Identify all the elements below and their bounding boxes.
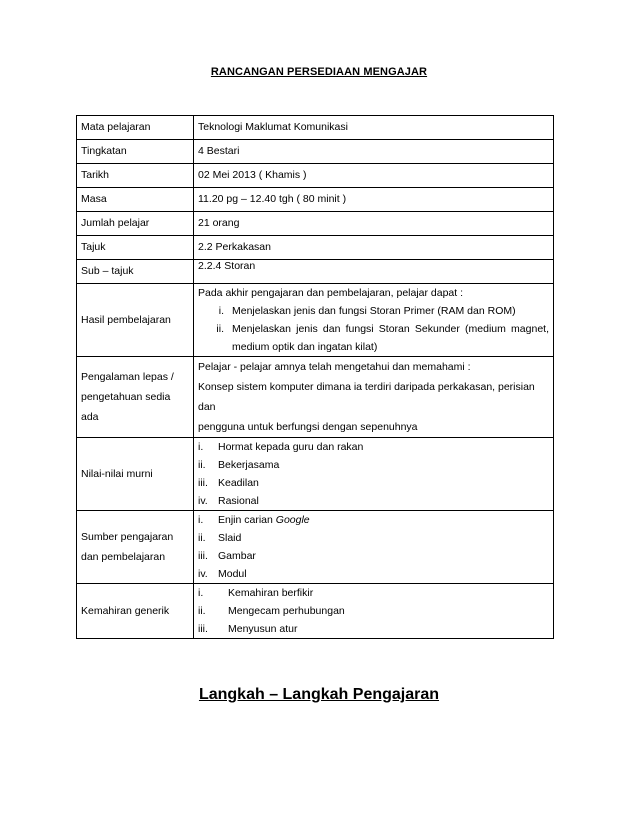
list-item — [198, 602, 549, 620]
label-line: Sumber pengajaran — [81, 531, 174, 543]
row-label: Sub – tajuk — [77, 260, 194, 284]
value-line: pengguna untuk berfungsi dengan sepenuhnya — [198, 421, 418, 433]
list-number: iii. — [198, 550, 208, 562]
list-text: Keadilan — [218, 477, 259, 489]
table-row — [77, 164, 554, 188]
list-text: Enjin carian Google — [218, 514, 310, 526]
row-value — [194, 357, 554, 438]
list-number: ii. — [198, 459, 206, 471]
list-item — [198, 456, 549, 474]
table-row — [77, 212, 554, 236]
row-label: Hasil pembelajaran — [77, 284, 194, 357]
table-row — [77, 584, 554, 639]
list-number: iii. — [198, 623, 208, 635]
list-text: Bekerjasama — [218, 459, 280, 471]
row-value: 11.20 pg – 12.40 tgh ( 80 minit ) — [194, 188, 554, 212]
row-label: Nilai-nilai murni — [77, 438, 194, 511]
list-number: iii. — [198, 477, 208, 489]
sumber-list — [198, 511, 549, 583]
row-label: Kemahiran generik — [77, 584, 194, 639]
row-label: Mata pelajaran — [77, 116, 194, 140]
table-row — [77, 284, 554, 357]
list-item — [198, 529, 549, 547]
list-item — [198, 320, 549, 356]
document-title: RANCANGAN PERSEDIAAN MENGAJAR — [210, 66, 428, 78]
label-line: pengetahuan sedia — [81, 391, 171, 403]
table-row — [77, 438, 554, 511]
row-value: 4 Bestari — [194, 140, 554, 164]
table-row — [77, 357, 554, 438]
label-line: Pengalaman lepas / — [81, 371, 174, 383]
list-item — [198, 584, 549, 602]
list-text: Menjelaskan jenis dan fungsi Storan Sekunder (medium magnet, medium optik dan ingatan kilat) — [232, 323, 549, 353]
list-text: Mengecam perhubungan — [228, 605, 345, 617]
list-item — [198, 511, 549, 529]
table-row — [77, 511, 554, 584]
list-text: Rasional — [218, 495, 259, 507]
list-text: Slaid — [218, 532, 242, 544]
list-item — [198, 474, 549, 492]
row-value — [194, 438, 554, 511]
value-line: Konsep sistem komputer dimana ia terdiri daripada perkakasan, perisian dan — [198, 381, 535, 413]
row-value: Teknologi Maklumat Komunikasi — [194, 116, 554, 140]
row-value: 2.2 Perkakasan — [194, 236, 554, 260]
row-label: Jumlah pelajar — [77, 212, 194, 236]
row-value: 02 Mei 2013 ( Khamis ) — [194, 164, 554, 188]
row-label: Tajuk — [77, 236, 194, 260]
list-number: ii. — [198, 605, 206, 617]
list-number: i. — [198, 514, 204, 526]
lesson-plan-table — [76, 115, 554, 639]
list-item — [198, 620, 549, 638]
list-item — [198, 547, 549, 565]
table-row — [77, 116, 554, 140]
table-row — [77, 236, 554, 260]
list-item — [198, 302, 549, 320]
row-label: Masa — [77, 188, 194, 212]
list-number: iv. — [198, 568, 208, 580]
list-text: Menyusun atur — [228, 623, 298, 635]
list-number: ii. — [216, 323, 224, 335]
list-item — [198, 438, 549, 456]
table-row — [77, 188, 554, 212]
hasil-intro: Pada akhir pengajaran dan pembelajaran, pelajar dapat : — [198, 287, 464, 299]
row-value — [194, 511, 554, 584]
list-number: i. — [198, 441, 204, 453]
list-item — [198, 565, 549, 583]
list-text: Gambar — [218, 550, 256, 562]
row-label — [77, 357, 194, 438]
row-label — [77, 511, 194, 584]
list-number: i. — [218, 305, 224, 317]
table-row — [77, 140, 554, 164]
list-item — [198, 492, 549, 510]
list-number: iv. — [198, 495, 208, 507]
row-value — [194, 584, 554, 639]
row-label: Tarikh — [77, 164, 194, 188]
list-text: Menjelaskan jenis dan fungsi Storan Primer (RAM dan ROM) — [232, 305, 516, 317]
list-number: i. — [198, 587, 204, 599]
list-text: Hormat kepada guru dan rakan — [218, 441, 364, 453]
kemahiran-list — [198, 584, 549, 638]
italic-text: Google — [275, 514, 310, 526]
list-text: Modul — [218, 568, 247, 580]
hasil-list — [198, 302, 549, 356]
row-value: 21 orang — [194, 212, 554, 236]
row-value: 2.2.4 Storan — [194, 260, 554, 284]
label-line: ada — [81, 411, 99, 423]
table-row — [77, 260, 554, 284]
list-number: ii. — [198, 532, 206, 544]
label-line: dan pembelajaran — [81, 551, 166, 563]
row-label: Tingkatan — [77, 140, 194, 164]
section-heading: Langkah – Langkah Pengajaran — [198, 686, 440, 703]
value-line: Pelajar - pelajar amnya telah mengetahui dan memahami : — [198, 361, 471, 373]
row-value — [194, 284, 554, 357]
nilai-list — [198, 438, 549, 510]
list-text: Kemahiran berfikir — [228, 587, 314, 599]
